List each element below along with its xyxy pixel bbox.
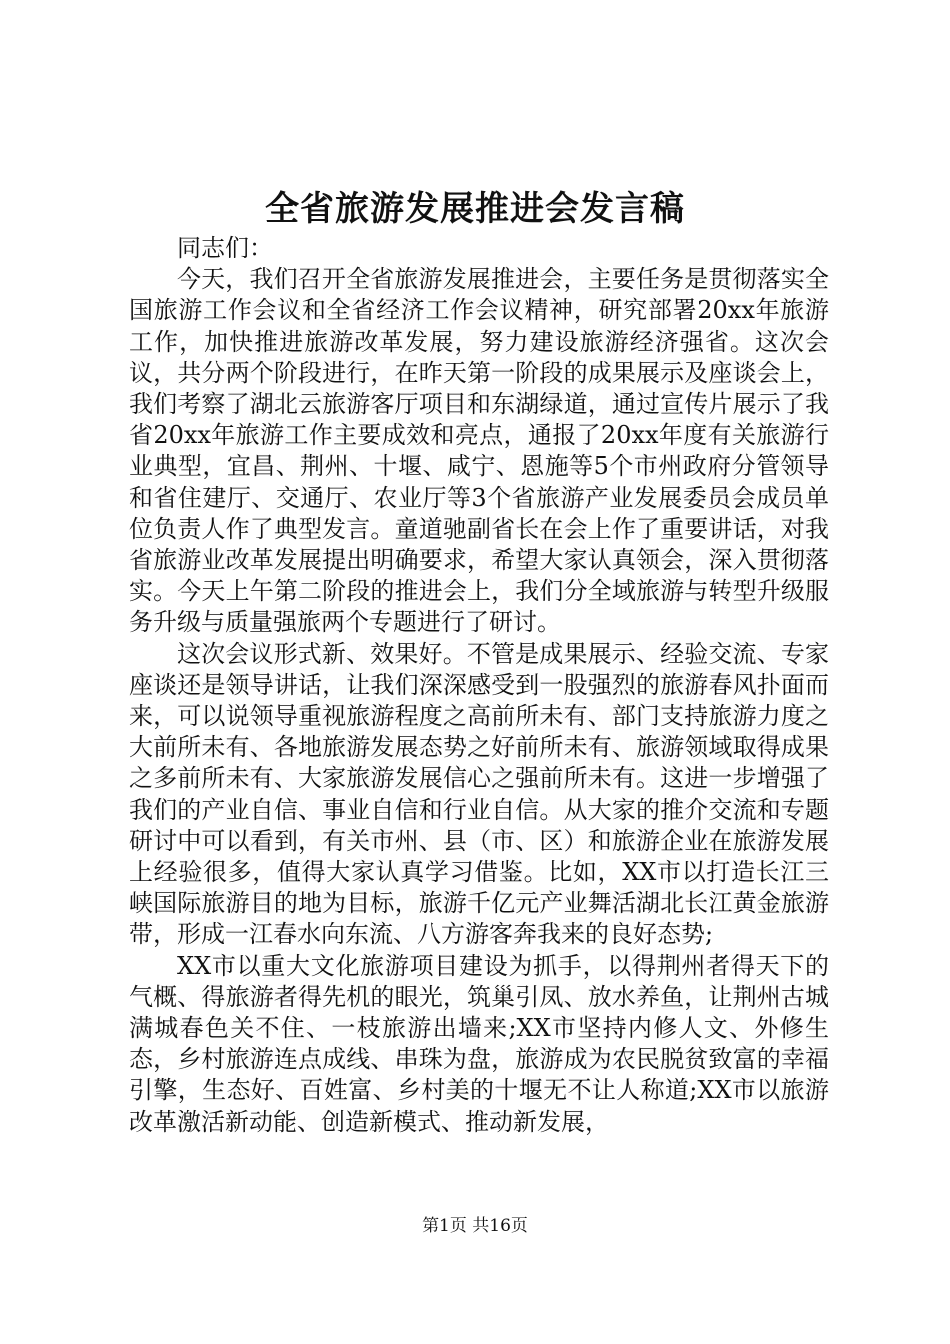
paragraph: 今天，我们召开全省旅游发展推进会，主要任务是贯彻落实全国旅游工作会议和全省经济工作会议精神，研究部署20xx年旅游工作，加快推进旅游改革发展，努力建设旅游经济强省。这次会议，共分两个阶段进行，在昨天第一阶段的成果展示及座谈会上，我们考察了湖北云旅游客厅项目和东湖绿道，通过宣传片展示了我省20xx年旅游工作主要成效和亮点，通报了20xx年度有关旅游行业典型，宜昌、荆州、十堰、咸宁、恩施等5个市州政府分管领导和省住建厅、交通厅、农业厅等3个省旅游产业发展委员会成员单位负责人作了典型发言。童道驰副省长在会上作了重要讲话，对我省旅游业改革发展提出明确要求，希望大家认真领会，深入贯彻落实。今天上午第二阶段的推进会上，我们分全域旅游与转型升级服务升级与质量强旅两个专题进行了研讨。 [129, 265, 829, 637]
document-body [129, 233, 829, 1138]
page-footer: 第1页 共16页 [422, 1216, 528, 1236]
salutation: 同志们： [177, 234, 273, 262]
paragraph: 这次会议形式新、效果好。不管是成果展示、经验交流、专家座谈还是领导讲话，让我们深深感受到一股强烈的旅游春风扑面而来，可以说领导重视旅游程度之高前所未有、部门支持旅游力度之大前所未有、各地旅游发展态势之好前所未有、旅游领域取得成果之多前所未有、大家旅游发展信心之强前所未有。这进一步增强了我们的产业自信、事业自信和行业自信。从大家的推介交流和专题研讨中可以看到，有关市州、县（市、区）和旅游企业在旅游发展上经验很多，值得大家认真学习借鉴。比如，XX市以打造长江三峡国际旅游目的地为目标，旅游千亿元产业舞活湖北长江黄金旅游带，形成一江春水向东流、八方游客奔我来的良好态势; [129, 639, 829, 949]
document-title: 全省旅游发展推进会发言稿 [265, 189, 685, 229]
paragraph: XX市以重大文化旅游项目建设为抓手，以得荆州者得天下的气概、得旅游者得先机的眼光，筑巢引凤、放水养鱼，让荆州古城满城春色关不住、一枝旅游出墙来;XX市坚持内修人文、外修生态，乡村旅游连点成线、串珠为盘，旅游成为农民脱贫致富的幸福引擎，生态好、百姓富、乡村美的十堰无不让人称道;XX市以旅游改革激活新动能、创造新模式、推动新发展， [129, 951, 829, 1136]
